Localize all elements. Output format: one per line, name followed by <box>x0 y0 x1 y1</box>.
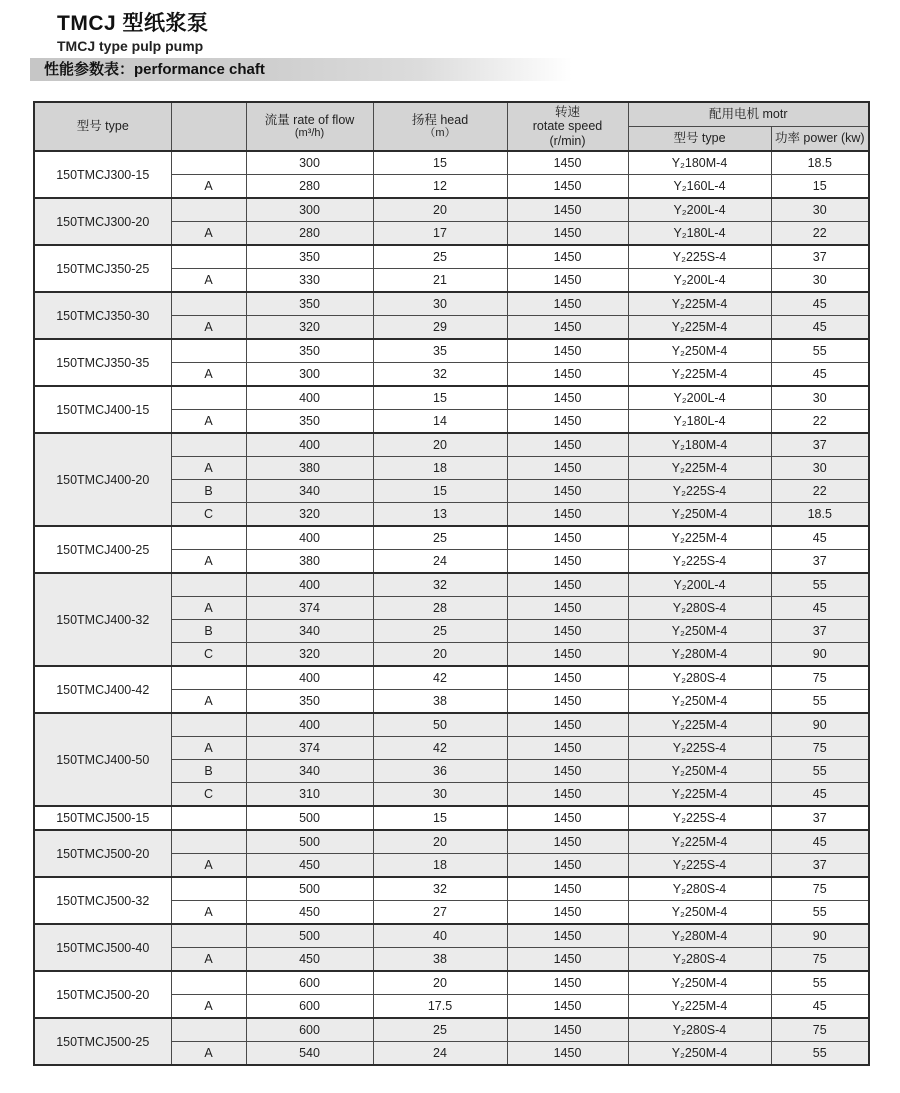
speed-cell: 1450 <box>507 457 628 480</box>
head-cell: 24 <box>373 1042 507 1066</box>
motor-type-cell: Y₂250M-4 <box>628 690 771 714</box>
motor-type-cell: Y₂225S-4 <box>628 854 771 878</box>
head-cell: 32 <box>373 877 507 901</box>
speed-cell: 1450 <box>507 666 628 690</box>
power-cell: 37 <box>771 854 869 878</box>
flow-cell: 350 <box>246 339 373 363</box>
header-head <box>373 102 507 151</box>
head-cell: 32 <box>373 363 507 387</box>
speed-cell: 1450 <box>507 877 628 901</box>
head-cell: 35 <box>373 339 507 363</box>
power-cell: 37 <box>771 245 869 269</box>
motor-type-cell: Y₂250M-4 <box>628 503 771 527</box>
flow-cell: 350 <box>246 410 373 434</box>
head-cell: 20 <box>373 830 507 854</box>
power-cell: 37 <box>771 550 869 574</box>
variant-cell <box>171 386 246 410</box>
motor-type-cell: Y₂180L-4 <box>628 222 771 246</box>
variant-cell: B <box>171 620 246 643</box>
flow-cell: 380 <box>246 550 373 574</box>
variant-cell: B <box>171 480 246 503</box>
head-cell: 30 <box>373 783 507 807</box>
speed-cell: 1450 <box>507 503 628 527</box>
flow-cell: 350 <box>246 690 373 714</box>
power-cell: 30 <box>771 269 869 293</box>
flow-cell: 320 <box>246 316 373 340</box>
head-cell: 12 <box>373 175 507 199</box>
variant-cell: A <box>171 995 246 1019</box>
speed-cell: 1450 <box>507 363 628 387</box>
head-cell: 18 <box>373 854 507 878</box>
power-cell: 30 <box>771 457 869 480</box>
speed-cell: 1450 <box>507 620 628 643</box>
header-model: 型号 type <box>34 102 171 151</box>
model-cell: 150TMCJ500-15 <box>34 806 171 830</box>
power-cell: 15 <box>771 175 869 199</box>
flow-cell: 450 <box>246 948 373 972</box>
flow-cell: 600 <box>246 971 373 995</box>
flow-cell: 350 <box>246 292 373 316</box>
flow-cell: 340 <box>246 760 373 783</box>
table-row <box>34 713 869 737</box>
variant-cell <box>171 433 246 457</box>
power-cell: 45 <box>771 597 869 620</box>
power-cell: 55 <box>771 339 869 363</box>
header-head-label: 扬程 head <box>411 113 469 128</box>
page-subtitle: TMCJ type pulp pump <box>57 38 204 54</box>
table-row <box>34 151 869 175</box>
variant-cell <box>171 924 246 948</box>
motor-type-cell: Y₂200L-4 <box>628 269 771 293</box>
power-cell: 75 <box>771 737 869 760</box>
motor-type-cell: Y₂250M-4 <box>628 971 771 995</box>
variant-cell <box>171 292 246 316</box>
motor-type-cell: Y₂225S-4 <box>628 245 771 269</box>
header-flow-label: 流量 rate of flow <box>264 113 355 128</box>
header-motor-power: 功率 power (kw) <box>771 127 869 152</box>
flow-cell: 600 <box>246 995 373 1019</box>
flow-cell: 374 <box>246 737 373 760</box>
power-cell: 22 <box>771 222 869 246</box>
speed-cell: 1450 <box>507 690 628 714</box>
variant-cell <box>171 806 246 830</box>
header-speed-unit: (r/min) <box>549 133 586 148</box>
speed-cell: 1450 <box>507 924 628 948</box>
flow-cell: 320 <box>246 643 373 667</box>
power-cell: 45 <box>771 526 869 550</box>
power-cell: 37 <box>771 433 869 457</box>
flow-cell: 340 <box>246 480 373 503</box>
head-cell: 50 <box>373 713 507 737</box>
flow-cell: 350 <box>246 245 373 269</box>
variant-cell <box>171 245 246 269</box>
flow-cell: 500 <box>246 924 373 948</box>
spec-table <box>33 101 870 1066</box>
table-row <box>34 339 869 363</box>
speed-cell: 1450 <box>507 597 628 620</box>
table-row <box>34 573 869 597</box>
speed-cell: 1450 <box>507 433 628 457</box>
flow-cell: 500 <box>246 877 373 901</box>
power-cell: 45 <box>771 316 869 340</box>
table-row <box>34 245 869 269</box>
variant-cell: A <box>171 550 246 574</box>
model-cell: 150TMCJ350-30 <box>34 292 171 339</box>
table-row <box>34 1018 869 1042</box>
table-row <box>34 526 869 550</box>
motor-type-cell: Y₂250M-4 <box>628 760 771 783</box>
speed-cell: 1450 <box>507 175 628 199</box>
motor-type-cell: Y₂280S-4 <box>628 877 771 901</box>
motor-type-cell: Y₂250M-4 <box>628 1042 771 1066</box>
motor-type-cell: Y₂225S-4 <box>628 737 771 760</box>
power-cell: 75 <box>771 666 869 690</box>
head-cell: 32 <box>373 573 507 597</box>
variant-cell <box>171 713 246 737</box>
head-cell: 14 <box>373 410 507 434</box>
head-cell: 18 <box>373 457 507 480</box>
variant-cell <box>171 573 246 597</box>
motor-type-cell: Y₂225M-4 <box>628 830 771 854</box>
motor-type-cell: Y₂250M-4 <box>628 901 771 925</box>
head-cell: 25 <box>373 1018 507 1042</box>
flow-cell: 280 <box>246 222 373 246</box>
head-cell: 29 <box>373 316 507 340</box>
speed-cell: 1450 <box>507 760 628 783</box>
variant-cell: C <box>171 503 246 527</box>
speed-cell: 1450 <box>507 269 628 293</box>
header-head-unit: （m） <box>424 127 456 140</box>
variant-cell: C <box>171 643 246 667</box>
power-cell: 55 <box>771 1042 869 1066</box>
motor-type-cell: Y₂225S-4 <box>628 480 771 503</box>
table-row <box>34 924 869 948</box>
head-cell: 24 <box>373 550 507 574</box>
power-cell: 75 <box>771 1018 869 1042</box>
variant-cell: A <box>171 457 246 480</box>
flow-cell: 400 <box>246 573 373 597</box>
speed-cell: 1450 <box>507 1018 628 1042</box>
flow-cell: 300 <box>246 198 373 222</box>
speed-cell: 1450 <box>507 550 628 574</box>
table-row <box>34 830 869 854</box>
table-row <box>34 292 869 316</box>
model-cell: 150TMCJ400-25 <box>34 526 171 573</box>
model-cell: 150TMCJ400-32 <box>34 573 171 666</box>
variant-cell <box>171 971 246 995</box>
motor-type-cell: Y₂180L-4 <box>628 410 771 434</box>
motor-type-cell: Y₂280S-4 <box>628 948 771 972</box>
table-row <box>34 198 869 222</box>
power-cell: 18.5 <box>771 151 869 175</box>
spec-table-body <box>34 151 869 1065</box>
head-cell: 25 <box>373 245 507 269</box>
speed-cell: 1450 <box>507 971 628 995</box>
head-cell: 13 <box>373 503 507 527</box>
speed-cell: 1450 <box>507 292 628 316</box>
speed-cell: 1450 <box>507 245 628 269</box>
header-variant <box>171 102 246 151</box>
head-cell: 27 <box>373 901 507 925</box>
variant-cell: A <box>171 363 246 387</box>
motor-type-cell: Y₂225M-4 <box>628 783 771 807</box>
model-cell: 150TMCJ300-15 <box>34 151 171 198</box>
model-cell: 150TMCJ400-50 <box>34 713 171 806</box>
flow-cell: 374 <box>246 597 373 620</box>
page-title: TMCJ 型纸浆泵 <box>57 12 209 35</box>
motor-type-cell: Y₂250M-4 <box>628 339 771 363</box>
flow-cell: 500 <box>246 806 373 830</box>
variant-cell <box>171 526 246 550</box>
variant-cell <box>171 666 246 690</box>
speed-cell: 1450 <box>507 901 628 925</box>
power-cell: 55 <box>771 760 869 783</box>
table-row <box>34 433 869 457</box>
motor-type-cell: Y₂280M-4 <box>628 643 771 667</box>
head-cell: 20 <box>373 971 507 995</box>
header-motor-model: 型号 type <box>628 127 771 152</box>
header-flow <box>246 102 373 151</box>
variant-cell: A <box>171 597 246 620</box>
power-cell: 90 <box>771 713 869 737</box>
model-cell: 150TMCJ500-20 <box>34 971 171 1018</box>
flow-cell: 450 <box>246 901 373 925</box>
speed-cell: 1450 <box>507 526 628 550</box>
model-cell: 150TMCJ400-20 <box>34 433 171 526</box>
flow-cell: 400 <box>246 713 373 737</box>
flow-cell: 400 <box>246 386 373 410</box>
flow-cell: 380 <box>246 457 373 480</box>
variant-cell: B <box>171 760 246 783</box>
motor-type-cell: Y₂280M-4 <box>628 924 771 948</box>
head-cell: 21 <box>373 269 507 293</box>
speed-cell: 1450 <box>507 480 628 503</box>
table-row <box>34 806 869 830</box>
model-cell: 150TMCJ500-40 <box>34 924 171 971</box>
flow-cell: 300 <box>246 151 373 175</box>
variant-cell: A <box>171 901 246 925</box>
power-cell: 22 <box>771 410 869 434</box>
head-cell: 28 <box>373 597 507 620</box>
motor-type-cell: Y₂180M-4 <box>628 433 771 457</box>
header-speed-label-zh: 转速 <box>554 105 580 119</box>
model-cell: 150TMCJ400-42 <box>34 666 171 713</box>
variant-cell: A <box>171 690 246 714</box>
header-row-top <box>34 102 869 127</box>
head-cell: 20 <box>373 433 507 457</box>
head-cell: 15 <box>373 480 507 503</box>
flow-cell: 400 <box>246 433 373 457</box>
head-cell: 15 <box>373 151 507 175</box>
header-flow-unit: (m³/h) <box>294 127 325 140</box>
table-row <box>34 877 869 901</box>
speed-cell: 1450 <box>507 410 628 434</box>
speed-cell: 1450 <box>507 1042 628 1066</box>
head-cell: 25 <box>373 526 507 550</box>
variant-cell <box>171 339 246 363</box>
head-cell: 42 <box>373 666 507 690</box>
power-cell: 55 <box>771 901 869 925</box>
speed-cell: 1450 <box>507 316 628 340</box>
variant-cell: A <box>171 222 246 246</box>
motor-type-cell: Y₂225M-4 <box>628 457 771 480</box>
variant-cell <box>171 830 246 854</box>
motor-type-cell: Y₂225M-4 <box>628 526 771 550</box>
model-cell: 150TMCJ500-32 <box>34 877 171 924</box>
model-cell: 150TMCJ350-35 <box>34 339 171 386</box>
speed-cell: 1450 <box>507 151 628 175</box>
flow-cell: 320 <box>246 503 373 527</box>
power-cell: 45 <box>771 783 869 807</box>
speed-cell: 1450 <box>507 573 628 597</box>
flow-cell: 400 <box>246 526 373 550</box>
flow-cell: 330 <box>246 269 373 293</box>
variant-cell <box>171 1018 246 1042</box>
variant-cell <box>171 151 246 175</box>
speed-cell: 1450 <box>507 806 628 830</box>
speed-cell: 1450 <box>507 643 628 667</box>
power-cell: 45 <box>771 995 869 1019</box>
header-motor-group: 配用电机 motr <box>628 102 869 127</box>
power-cell: 30 <box>771 198 869 222</box>
model-cell: 150TMCJ300-20 <box>34 198 171 245</box>
power-cell: 55 <box>771 573 869 597</box>
head-cell: 36 <box>373 760 507 783</box>
section-bar: 性能参数表：performance chaft <box>30 58 572 81</box>
speed-cell: 1450 <box>507 713 628 737</box>
head-cell: 17.5 <box>373 995 507 1019</box>
header-speed-label-en: rotate speed <box>532 119 603 134</box>
motor-type-cell: Y₂280S-4 <box>628 1018 771 1042</box>
variant-cell: A <box>171 737 246 760</box>
variant-cell: A <box>171 948 246 972</box>
motor-type-cell: Y₂225M-4 <box>628 316 771 340</box>
motor-type-cell: Y₂160L-4 <box>628 175 771 199</box>
speed-cell: 1450 <box>507 783 628 807</box>
speed-cell: 1450 <box>507 386 628 410</box>
header-speed <box>507 102 628 151</box>
table-row <box>34 386 869 410</box>
motor-type-cell: Y₂225M-4 <box>628 995 771 1019</box>
flow-cell: 300 <box>246 363 373 387</box>
power-cell: 45 <box>771 292 869 316</box>
motor-type-cell: Y₂225S-4 <box>628 550 771 574</box>
model-cell: 150TMCJ500-25 <box>34 1018 171 1065</box>
variant-cell: A <box>171 854 246 878</box>
power-cell: 75 <box>771 877 869 901</box>
head-cell: 20 <box>373 198 507 222</box>
variant-cell: A <box>171 175 246 199</box>
model-cell: 150TMCJ350-25 <box>34 245 171 292</box>
head-cell: 42 <box>373 737 507 760</box>
motor-type-cell: Y₂225M-4 <box>628 363 771 387</box>
power-cell: 37 <box>771 620 869 643</box>
speed-cell: 1450 <box>507 737 628 760</box>
power-cell: 90 <box>771 643 869 667</box>
flow-cell: 340 <box>246 620 373 643</box>
speed-cell: 1450 <box>507 198 628 222</box>
power-cell: 45 <box>771 830 869 854</box>
motor-type-cell: Y₂225M-4 <box>628 292 771 316</box>
speed-cell: 1450 <box>507 948 628 972</box>
power-cell: 30 <box>771 386 869 410</box>
variant-cell: A <box>171 316 246 340</box>
motor-type-cell: Y₂225M-4 <box>628 713 771 737</box>
table-row <box>34 971 869 995</box>
variant-cell: A <box>171 410 246 434</box>
model-cell: 150TMCJ500-20 <box>34 830 171 877</box>
power-cell: 55 <box>771 971 869 995</box>
head-cell: 15 <box>373 806 507 830</box>
flow-cell: 540 <box>246 1042 373 1066</box>
power-cell: 18.5 <box>771 503 869 527</box>
motor-type-cell: Y₂200L-4 <box>628 198 771 222</box>
motor-type-cell: Y₂180M-4 <box>628 151 771 175</box>
flow-cell: 500 <box>246 830 373 854</box>
variant-cell <box>171 198 246 222</box>
motor-type-cell: Y₂200L-4 <box>628 386 771 410</box>
head-cell: 20 <box>373 643 507 667</box>
power-cell: 55 <box>771 690 869 714</box>
power-cell: 22 <box>771 480 869 503</box>
flow-cell: 450 <box>246 854 373 878</box>
variant-cell <box>171 877 246 901</box>
spec-table-header <box>34 102 869 151</box>
motor-type-cell: Y₂280S-4 <box>628 597 771 620</box>
power-cell: 90 <box>771 924 869 948</box>
motor-type-cell: Y₂250M-4 <box>628 620 771 643</box>
flow-cell: 600 <box>246 1018 373 1042</box>
head-cell: 17 <box>373 222 507 246</box>
variant-cell: C <box>171 783 246 807</box>
speed-cell: 1450 <box>507 995 628 1019</box>
head-cell: 25 <box>373 620 507 643</box>
power-cell: 75 <box>771 948 869 972</box>
motor-type-cell: Y₂225S-4 <box>628 806 771 830</box>
motor-type-cell: Y₂200L-4 <box>628 573 771 597</box>
head-cell: 38 <box>373 690 507 714</box>
power-cell: 45 <box>771 363 869 387</box>
variant-cell: A <box>171 269 246 293</box>
head-cell: 40 <box>373 924 507 948</box>
speed-cell: 1450 <box>507 854 628 878</box>
speed-cell: 1450 <box>507 830 628 854</box>
speed-cell: 1450 <box>507 339 628 363</box>
power-cell: 37 <box>771 806 869 830</box>
head-cell: 38 <box>373 948 507 972</box>
motor-type-cell: Y₂280S-4 <box>628 666 771 690</box>
flow-cell: 400 <box>246 666 373 690</box>
table-row <box>34 666 869 690</box>
flow-cell: 280 <box>246 175 373 199</box>
speed-cell: 1450 <box>507 222 628 246</box>
flow-cell: 310 <box>246 783 373 807</box>
head-cell: 30 <box>373 292 507 316</box>
head-cell: 15 <box>373 386 507 410</box>
variant-cell: A <box>171 1042 246 1066</box>
model-cell: 150TMCJ400-15 <box>34 386 171 433</box>
